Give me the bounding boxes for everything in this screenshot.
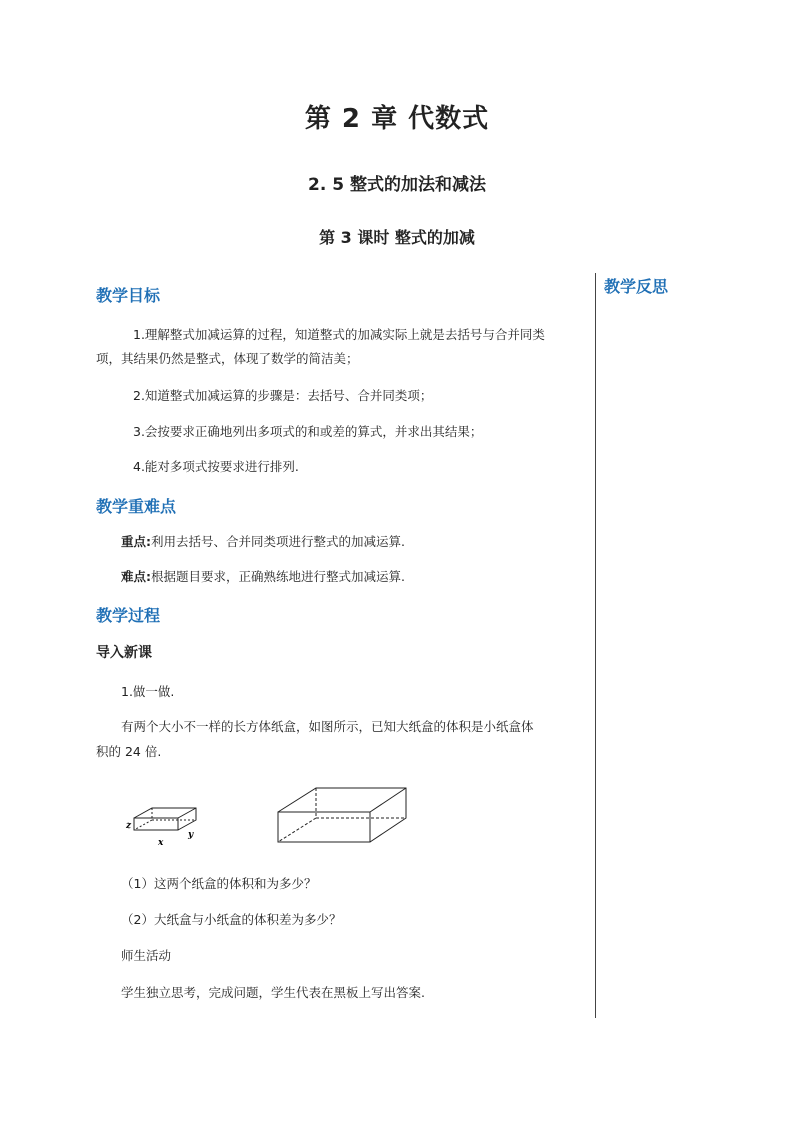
chapter-title: 第 2 章 代数式	[304, 104, 490, 134]
key-points-heading: 教学重难点	[96, 497, 177, 516]
goal-item: 1.理解整式加减运算的过程，知道整式的加减实际上就是去括号与合并同类	[133, 327, 545, 342]
goal-item: 项，其结果仍然是整式，体现了数学的简洁美；	[96, 351, 359, 366]
activity-label: 师生活动	[121, 948, 172, 963]
key-label: 重点:	[121, 534, 151, 549]
key-point-line	[121, 528, 405, 555]
key-text: 利用去括号、合并同类项进行整式的加减运算.	[151, 534, 405, 549]
difficulty-label: 难点:	[121, 569, 151, 584]
goal-item: 4.能对多项式按要求进行排列.	[133, 459, 299, 474]
intro-heading: 导入新课	[96, 645, 152, 661]
section-title: 2. 5 整式的加法和减法	[308, 175, 486, 195]
column-divider	[595, 273, 596, 1018]
activity-text: 学生独立思考，完成问题，学生代表在黑板上写出答案.	[121, 985, 425, 1000]
boxes-figure	[120, 782, 420, 852]
step-1: 1.做一做.	[121, 684, 175, 699]
goal-item: 3.会按要求正确地列出多项式的和或差的算式，并求出其结果；	[133, 424, 483, 439]
goals-heading: 教学目标	[96, 286, 161, 305]
problem-desc-line1: 有两个大小不一样的长方体纸盒，如图所示，已知大纸盒的体积是小纸盒体	[121, 719, 534, 734]
large-box	[278, 788, 406, 842]
question-2: （2）大纸盒与小纸盒的体积差为多少？	[121, 912, 342, 927]
reflection-heading: 教学反思	[604, 277, 669, 296]
label-z: z	[126, 821, 132, 831]
goal-item: 2.知道整式加减运算的步骤是：去括号、合并同类项；	[133, 388, 433, 403]
question-1: （1）这两个纸盒的体积和为多少？	[121, 876, 317, 891]
process-heading: 教学过程	[96, 606, 161, 625]
difficulty-line	[121, 563, 405, 590]
lesson-title: 第 3 课时 整式的加减	[319, 228, 475, 247]
difficulty-text: 根据题目要求，正确熟练地进行整式加减运算.	[151, 569, 405, 584]
label-x: x	[158, 838, 164, 848]
label-y: y	[188, 830, 194, 840]
problem-desc-line2: 积的 24 倍.	[96, 744, 162, 759]
small-box	[134, 808, 196, 830]
